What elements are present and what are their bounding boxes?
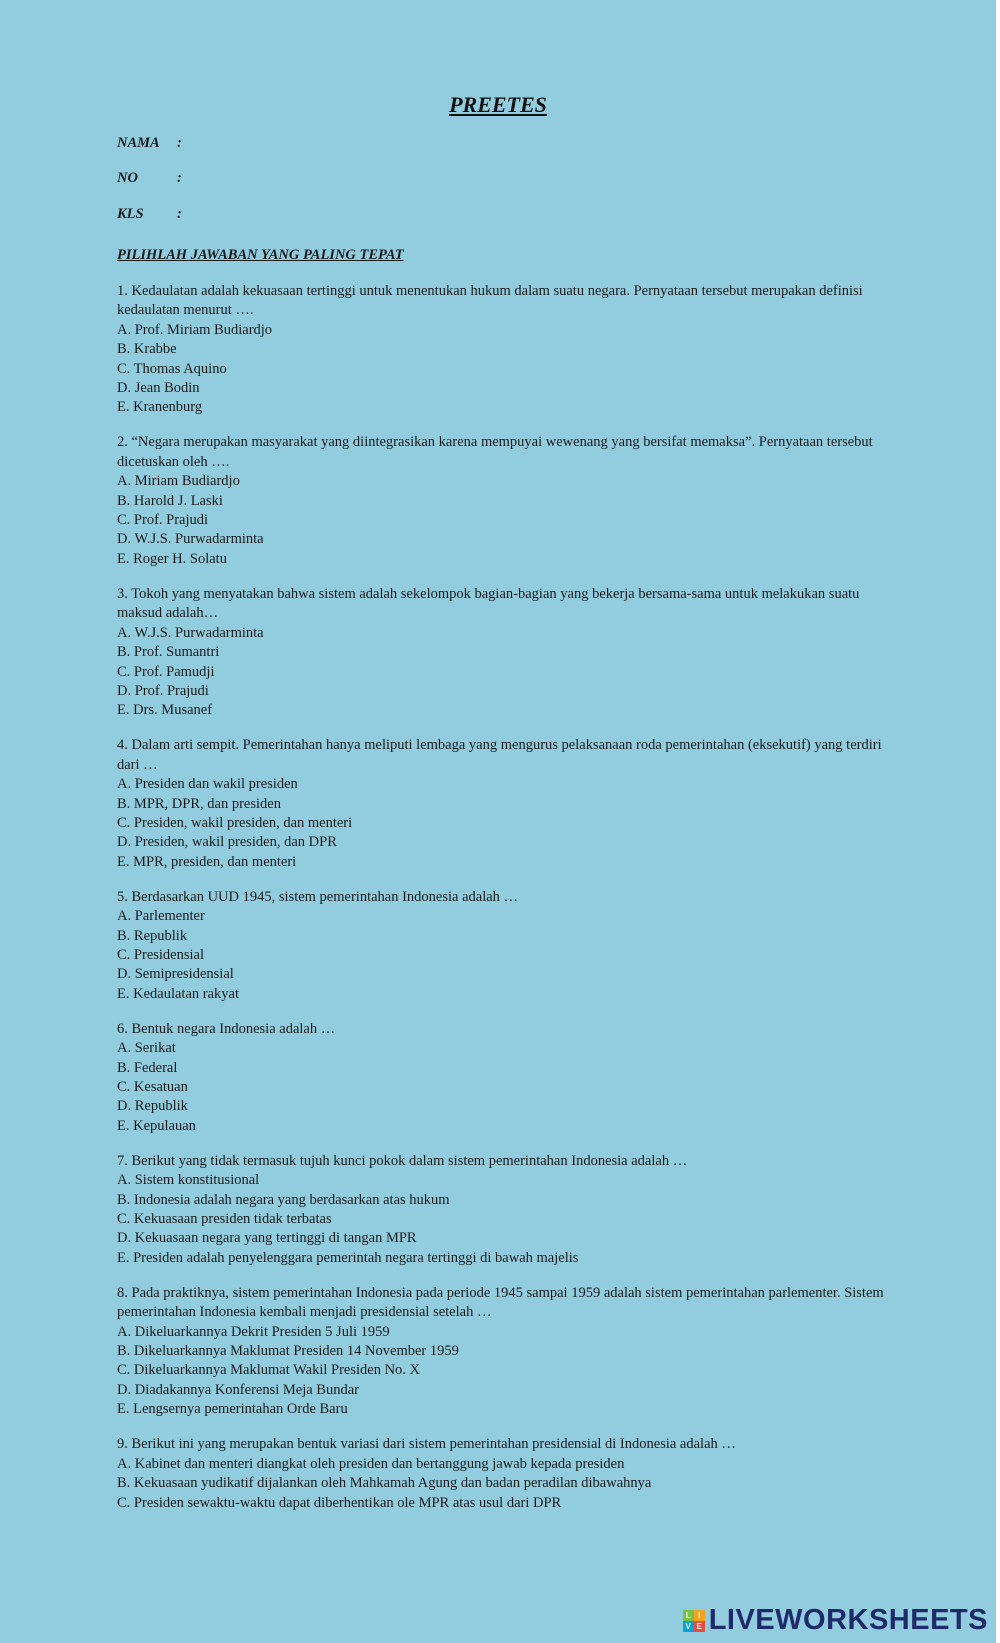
answer-option: C. Kekuasaan presiden tidak terbatas <box>117 1211 332 1228</box>
answer-option: E. Lengsernya pemerintahan Orde Baru <box>117 1401 348 1418</box>
question-block <box>117 433 887 569</box>
answer-option: B. Indonesia adalah negara yang berdasarkan atas hukum <box>117 1191 450 1208</box>
answer-option: B. Harold J. Laski <box>117 492 223 509</box>
answer-option: E. Roger H. Solatu <box>117 550 227 567</box>
question-stem: 9. Berikut ini yang merupakan bentuk variasi dari sistem pemerintahan presidensial di Indonesia adalah … <box>117 1436 736 1453</box>
answer-option: D. Semipresidensial <box>117 966 234 983</box>
answer-option: D. Jean Bodin <box>117 380 200 397</box>
answer-option: A. Presiden dan wakil presiden <box>117 776 298 793</box>
answer-option: D. Republik <box>117 1098 188 1115</box>
answer-option: B. Dikeluarkannya Maklumat Presiden 14 November 1959 <box>117 1343 459 1360</box>
answer-option: E. Drs. Musanef <box>117 702 213 719</box>
answer-option: A. Serikat <box>117 1040 176 1057</box>
answer-option: B. Prof. Sumantri <box>117 644 220 661</box>
question-block <box>117 736 887 872</box>
answer-option: D. Diadakannya Konferensi Meja Bundar <box>117 1381 359 1398</box>
question-block <box>117 1284 887 1420</box>
answer-option: B. Federal <box>117 1059 178 1076</box>
answer-option: E. MPR, presiden, dan menteri <box>117 853 297 870</box>
name-field <box>117 135 182 152</box>
question-block <box>117 1152 887 1268</box>
logo-mark-square: E <box>694 1621 705 1632</box>
answer-option: A. W.J.S. Purwadarminta <box>117 624 264 641</box>
name-field-separator: : <box>177 135 182 151</box>
answer-option: A. Parlementer <box>117 908 205 925</box>
liveworksheets-logo-icon <box>683 1610 705 1632</box>
answer-option: E. Kranenburg <box>117 399 203 416</box>
answer-option: C. Thomas Aquino <box>117 360 227 377</box>
question-list <box>117 282 887 1529</box>
question-block <box>117 585 887 721</box>
number-field-separator: : <box>177 170 182 186</box>
logo-mark-square: I <box>694 1610 705 1621</box>
class-field-label: KLS <box>117 206 144 222</box>
answer-option: B. Republik <box>117 927 188 944</box>
answer-option: B. Kekuasaan yudikatif dijalankan oleh Mahkamah Agung dan badan peradilan dibawahnya <box>117 1475 652 1492</box>
answer-option: A. Sistem konstitusional <box>117 1172 260 1189</box>
question-stem: 3. Tokoh yang menyatakan bahwa sistem adalah sekelompok bagian-bagian yang bekerja bersama-sama untuk melakukan suatu maksud adalah… <box>117 585 860 622</box>
question-stem: 2. “Negara merupakan masyarakat yang diintegrasikan karena mempuyai wewenang yang bersifat memaksa”. Pernyataan tersebut dicetuskan oleh …. <box>117 434 873 470</box>
answer-option: A. Dikeluarkannya Dekrit Presiden 5 Juli 1959 <box>117 1323 390 1340</box>
answer-option: A. Prof. Miriam Budiardjo <box>117 321 273 338</box>
question-block <box>117 1020 887 1136</box>
class-field <box>117 206 182 223</box>
answer-option: C. Presiden, wakil presiden, dan menteri <box>117 814 353 831</box>
answer-option: C. Kesatuan <box>117 1079 188 1095</box>
question-stem: 8. Pada praktiknya, sistem pemerintahan Indonesia pada periode 1945 sampai 1959 adalah sistem pemerintahan parlementer. Sistem pemerintahan Indonesia kembali menjadi presidensial setelah … <box>117 1284 884 1321</box>
answer-option: B. MPR, DPR, dan presiden <box>117 795 281 812</box>
page-title: PREETES <box>449 92 547 117</box>
answer-option: E. Kepulauan <box>117 1117 196 1134</box>
answer-option: A. Kabinet dan menteri diangkat oleh presiden dan bertanggung jawab kepada presiden <box>117 1455 625 1472</box>
liveworksheets-logo <box>683 1604 988 1637</box>
answer-option: C. Presiden sewaktu-waktu dapat diberhentikan ole MPR atas usul dari DPR <box>117 1494 562 1511</box>
logo-text: LIVEWORKSHEETS <box>708 1604 988 1636</box>
question-block <box>117 282 887 418</box>
number-field <box>117 170 182 187</box>
question-block <box>117 1435 887 1513</box>
question-stem: 4. Dalam arti sempit. Pemerintahan hanya meliputi lembaga yang mengurus pelaksanaan roda pemerintahan (eksekutif) yang terdiri dari … <box>117 737 882 773</box>
answer-option: B. Krabbe <box>117 341 177 358</box>
answer-option: C. Prof. Prajudi <box>117 512 209 529</box>
answer-option: D. W.J.S. Purwadarminta <box>117 531 264 548</box>
answer-option: D. Presiden, wakil presiden, dan DPR <box>117 834 337 851</box>
answer-option: C. Presidensial <box>117 946 204 963</box>
logo-mark-square: L <box>683 1610 694 1621</box>
answer-option: D. Kekuasaan negara yang tertinggi di tangan MPR <box>117 1230 417 1247</box>
class-field-separator: : <box>177 206 182 222</box>
answer-option: E. Presiden adalah penyelenggara pemerintah negara tertinggi di bawah majelis <box>117 1249 579 1266</box>
answer-option: D. Prof. Prajudi <box>117 682 209 699</box>
answer-option: C. Prof. Pamudji <box>117 663 215 680</box>
number-field-label: NO <box>117 170 138 186</box>
logo-mark-square: V <box>683 1621 694 1632</box>
question-block <box>117 888 887 1004</box>
instruction-heading: PILIHLAH JAWABAN YANG PALING TEPAT <box>117 247 404 263</box>
question-stem: 5. Berdasarkan UUD 1945, sistem pemerintahan Indonesia adalah … <box>117 888 519 905</box>
question-stem: 6. Bentuk negara Indonesia adalah … <box>117 1020 336 1037</box>
answer-option: C. Dikeluarkannya Maklumat Wakil Presiden No. X <box>117 1362 421 1379</box>
name-field-label: NAMA <box>117 135 160 151</box>
question-stem: 7. Berikut yang tidak termasuk tujuh kunci pokok dalam sistem pemerintahan Indonesia adalah … <box>117 1152 688 1169</box>
question-stem: 1. Kedaulatan adalah kekuasaan tertinggi untuk menentukan hukum dalam suatu negara. Pernyataan tersebut merupakan definisi kedaulatan menurut …. <box>117 283 863 319</box>
answer-option: A. Miriam Budiardjo <box>117 473 240 490</box>
answer-option: E. Kedaulatan rakyat <box>117 985 239 1002</box>
